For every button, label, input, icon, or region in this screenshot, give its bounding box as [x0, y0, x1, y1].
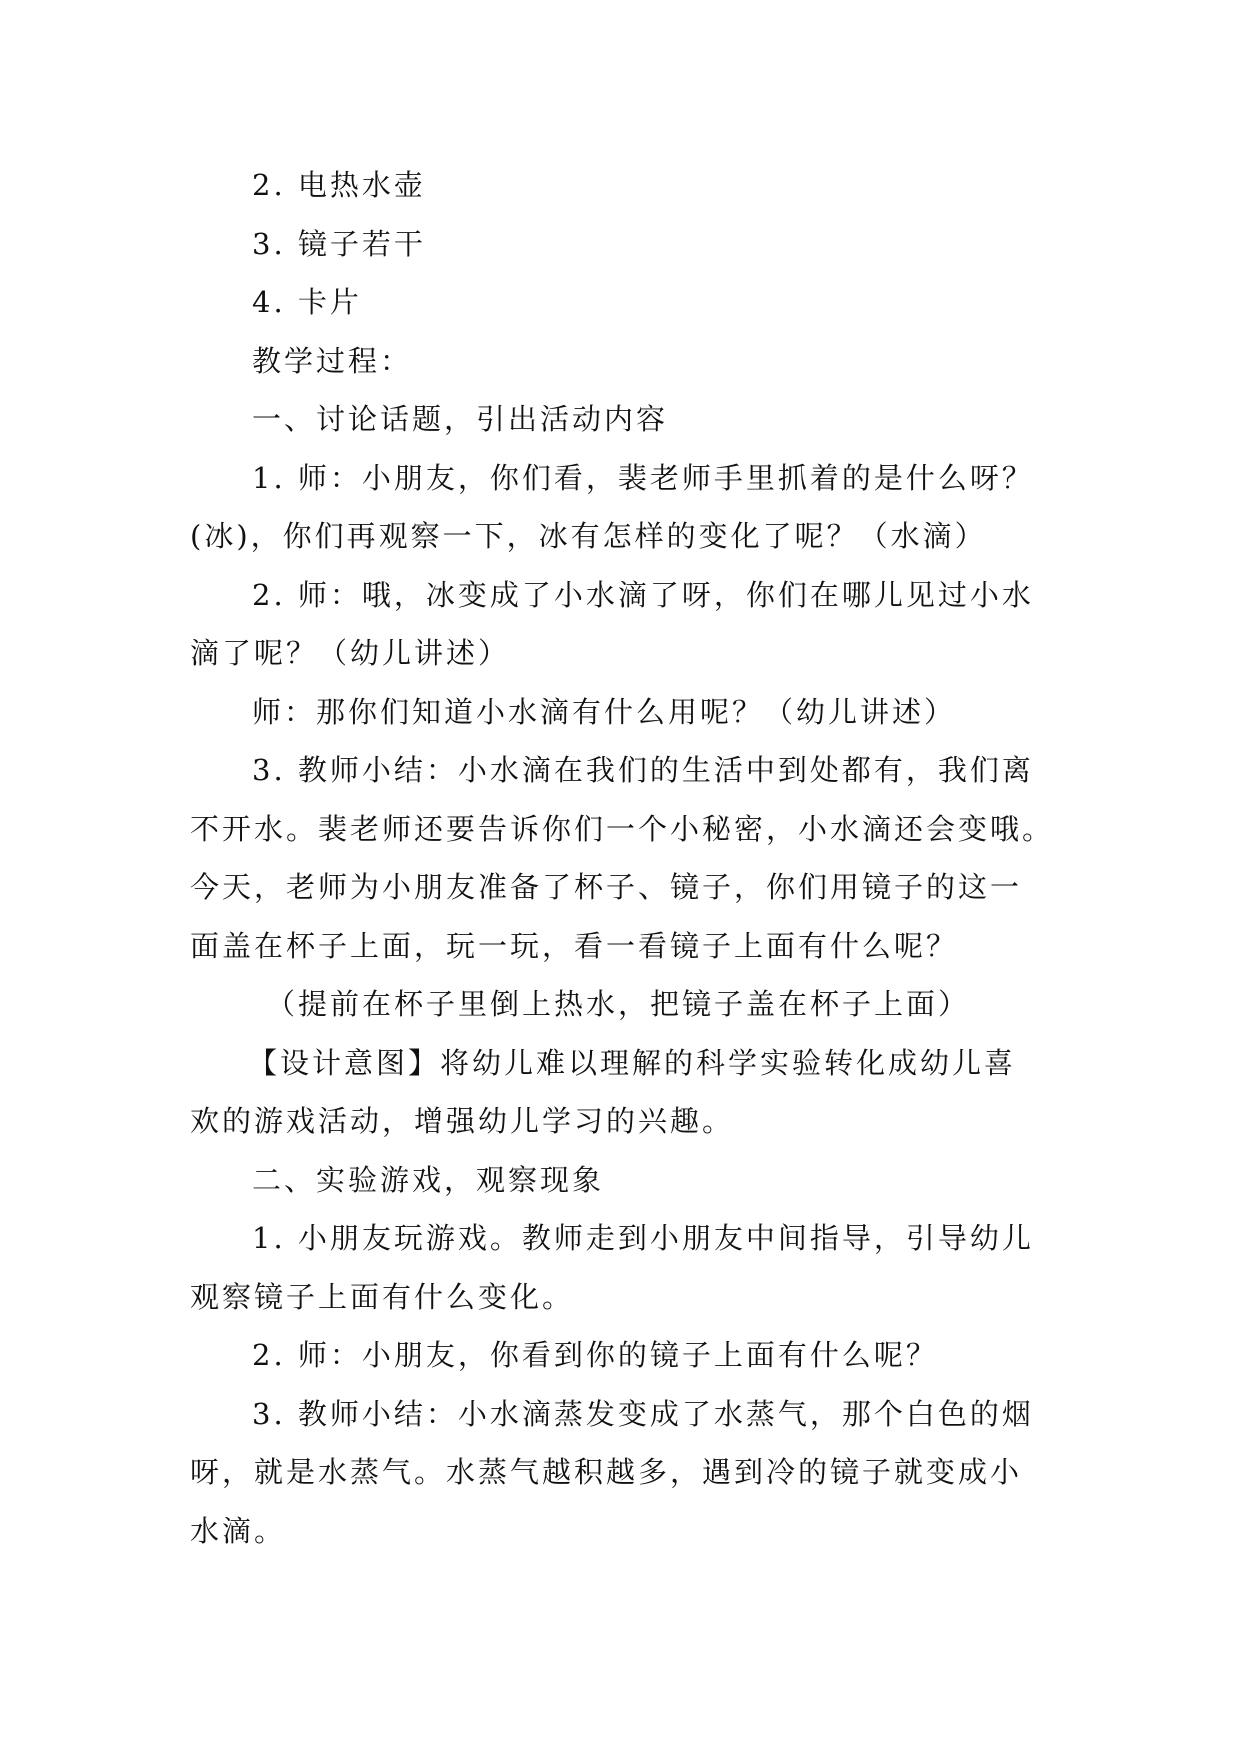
paragraph-line: 1. 师：小朋友，你们看，裴老师手里抓着的是什么呀？ — [252, 460, 1034, 495]
section-heading: 一、讨论话题，引出活动内容 — [252, 402, 669, 436]
paragraph-line: 欢的游戏活动，增强幼儿学习的兴趣。 — [190, 1104, 735, 1138]
paragraph-line: 师：那你们知道小水滴有什么用呢？（幼儿讲述） — [252, 694, 957, 729]
paragraph-line: 【设计意图】将幼儿难以理解的科学实验转化成幼儿喜 — [248, 1045, 1017, 1080]
paragraph-line: 水滴。 — [190, 1513, 287, 1548]
material-item: 4. 卡片 — [252, 285, 362, 319]
paragraph-line: 滴了呢？（幼儿讲述） — [190, 636, 511, 670]
paragraph-line: 面盖在杯子上面，玩一玩，看一看镜子上面有什么呢？ — [190, 928, 959, 963]
material-item: 3. 镜子若干 — [252, 226, 426, 261]
paragraph-line: 2. 师：小朋友，你看到你的镜子上面有什么呢？ — [252, 1338, 938, 1372]
paragraph-line: (冰)，你们再观察一下，冰有怎样的变化了呢？（水滴） — [190, 519, 987, 553]
paragraph-line: 不开水。裴老师还要告诉你们一个小秘密，小水滴还会变哦。 — [190, 811, 1055, 846]
paragraph-line: 3. 教师小结：小水滴蒸发变成了水蒸气，那个白色的烟 — [252, 1396, 1034, 1431]
paragraph-line: 呀，就是水蒸气。水蒸气越积越多，遇到冷的镜子就变成小 — [190, 1455, 1023, 1489]
paragraph-line: 今天，老师为小朋友准备了杯子、镜子，你们用镜子的这一 — [190, 870, 1023, 904]
document-body — [190, 156, 1058, 1560]
material-item: 2. 电热水壶 — [252, 168, 426, 202]
paragraph-line: 观察镜子上面有什么变化。 — [190, 1279, 575, 1314]
paragraph-line: 2. 师：哦，冰变成了小水滴了呀，你们在哪儿见过小水 — [252, 577, 1034, 612]
process-heading: 教学过程： — [252, 343, 413, 378]
paragraph-line: 1. 小朋友玩游戏。教师走到小朋友中间指导，引导幼儿 — [252, 1221, 1034, 1255]
section-heading: 二、实验游戏，观察现象 — [252, 1162, 605, 1197]
paragraph-line: 3. 教师小结：小水滴在我们的生活中到处都有，我们离 — [252, 753, 1034, 787]
paragraph-line: （提前在杯子里倒上热水，把镜子盖在杯子上面） — [266, 987, 971, 1021]
